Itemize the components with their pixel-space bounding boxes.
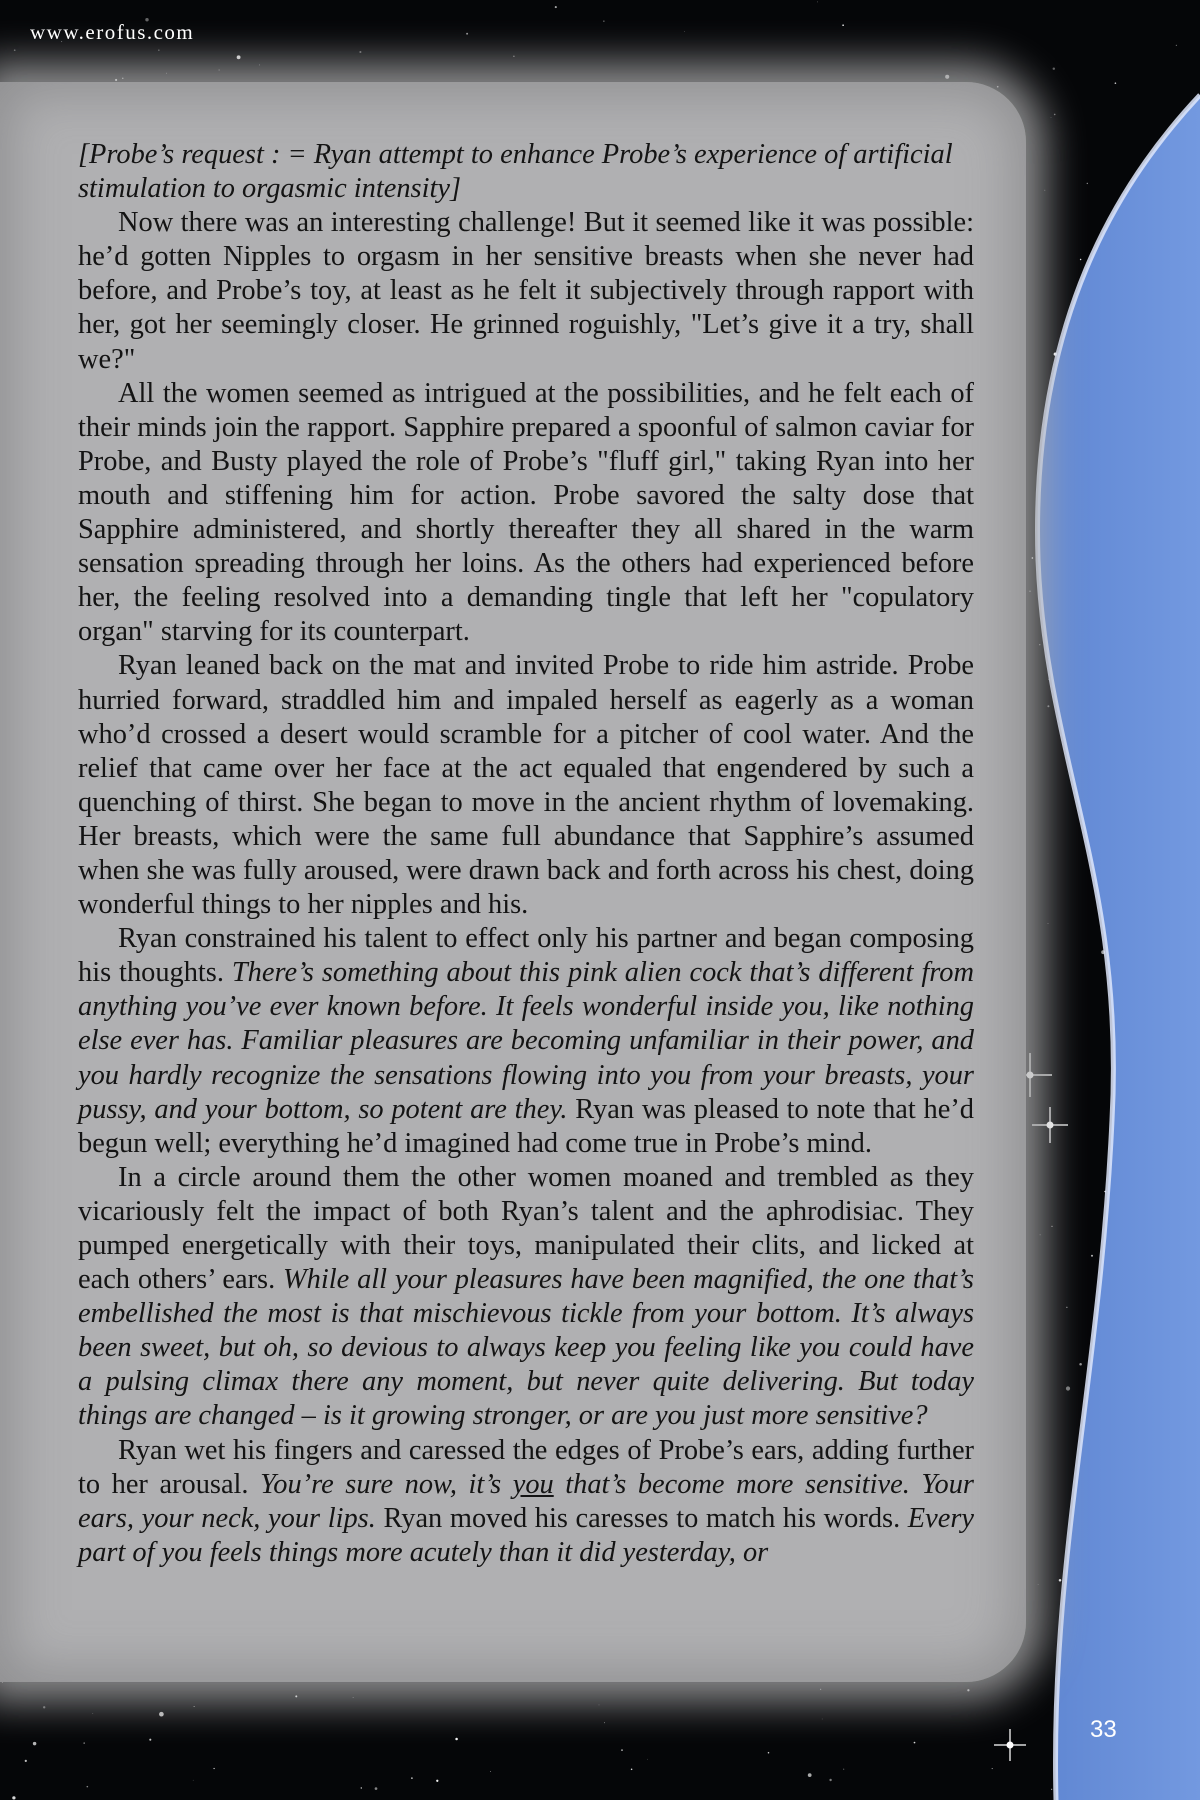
paragraph-4-thought: There’s something about this pink alien cock that’s different from anything you’ve ever known before. It feels wonderful inside you, like nothing else ever has. Familiar pleasures are becoming unfamiliar in their power, and you hardly recognize the sensations flowing into you from your breasts, your pussy, and your bottom, so potent are they. <box>78 957 974 1125</box>
watermark: www.erofus.com <box>30 20 195 44</box>
thought-part: that’s become more sensitive. Your ears, your neck, your lips. <box>78 1468 974 1534</box>
paragraph-5-thought: While all your pleasures have been magnified, the one that’s embellished the most is that mischievous tickle from your bottom. It’s always been sweet, but oh, so devious to always keep you feeling like you could have a pulsing climax there any moment, but never quite delivering. But today things are changed – is it growing stronger, or are you just more sensitive? <box>78 1264 974 1432</box>
paragraph-2: All the women seemed as intrigued at the possibilities, and he felt each of their minds join the rapport. Sapphire prepared a spoonful of salmon caviar for Probe, and Busty played the role of Probe’s "fluff girl," taking Ryan into her mouth and stiffening him for action. Probe savored the salty dose that Sapphire administered, and shortly thereafter they all shared in the warm sensation spreading through her loins. As the others had experienced before her, the feeling resolved into a demanding tingle that left her "copulatory organ" starving for its counterpart. <box>78 377 974 648</box>
paragraph-4-narration-end: Ryan was pleased to note that he’d begun well; everything he’d imagined had come true in Probe’s mind. <box>78 1093 974 1159</box>
page-number: 33 <box>1090 1716 1117 1743</box>
story-text <box>78 138 974 1570</box>
paragraph-5-narration: In a circle around them the other women moaned and trembled as they vicariously felt the impact of both Ryan’s talent and the aphrodisiac. They pumped energetically with their toys, manipulated their clits, and licked at each others’ ears. <box>78 1161 974 1296</box>
paragraph-3: Ryan leaned back on the mat and invited Probe to ride him astride. Probe hurried forward, straddled him and impaled herself as eagerly as a woman who’d crossed a desert would scramble for a pitcher of cool water. And the relief that came over her face at the act equaled that engendered by such a quenching of thirst. She began to move in the ancient rhythm of lovemaking. Her breasts, which were the same full abundance that Sapphire’s assumed when she was fully aroused, were drawn back and forth across his chest, doing wonderful things to her nipples and his. <box>78 650 974 921</box>
paragraph-1: Now there was an interesting challenge! But it seemed like it was possible: he’d gotten Nipples to orgasm in her sensitive breasts when she never had before, and Probe’s toy, at least as he felt it subjectively through rapport with her, got her seemingly closer. He grinned roguishly, "Let’s give it a try, shall we?" <box>78 207 974 375</box>
paragraph-6 <box>78 1434 974 1570</box>
paragraph-6-thought-end: Every part of you feels things more acutely than it did yesterday, or <box>78 1502 974 1568</box>
paragraph-6-narration: Ryan wet his fingers and caressed the edges of Probe’s ears, adding further to her arousal. <box>78 1434 974 1500</box>
underlined-you: you <box>512 1468 554 1500</box>
paragraph-5 <box>78 1161 974 1434</box>
thought-part: You’re sure now, it’s <box>248 1468 513 1500</box>
paragraph-4 <box>78 922 974 1161</box>
paragraph-6-narration-mid: Ryan moved his caresses to match his words. <box>375 1502 901 1534</box>
request-line: [Probe’s request : = Ryan attempt to enhance Probe’s experience of artificial stimulation to orgasmic intensity] <box>78 139 953 205</box>
paragraph-4-narration: Ryan constrained his talent to effect only his partner and began composing his thoughts. <box>78 923 974 989</box>
